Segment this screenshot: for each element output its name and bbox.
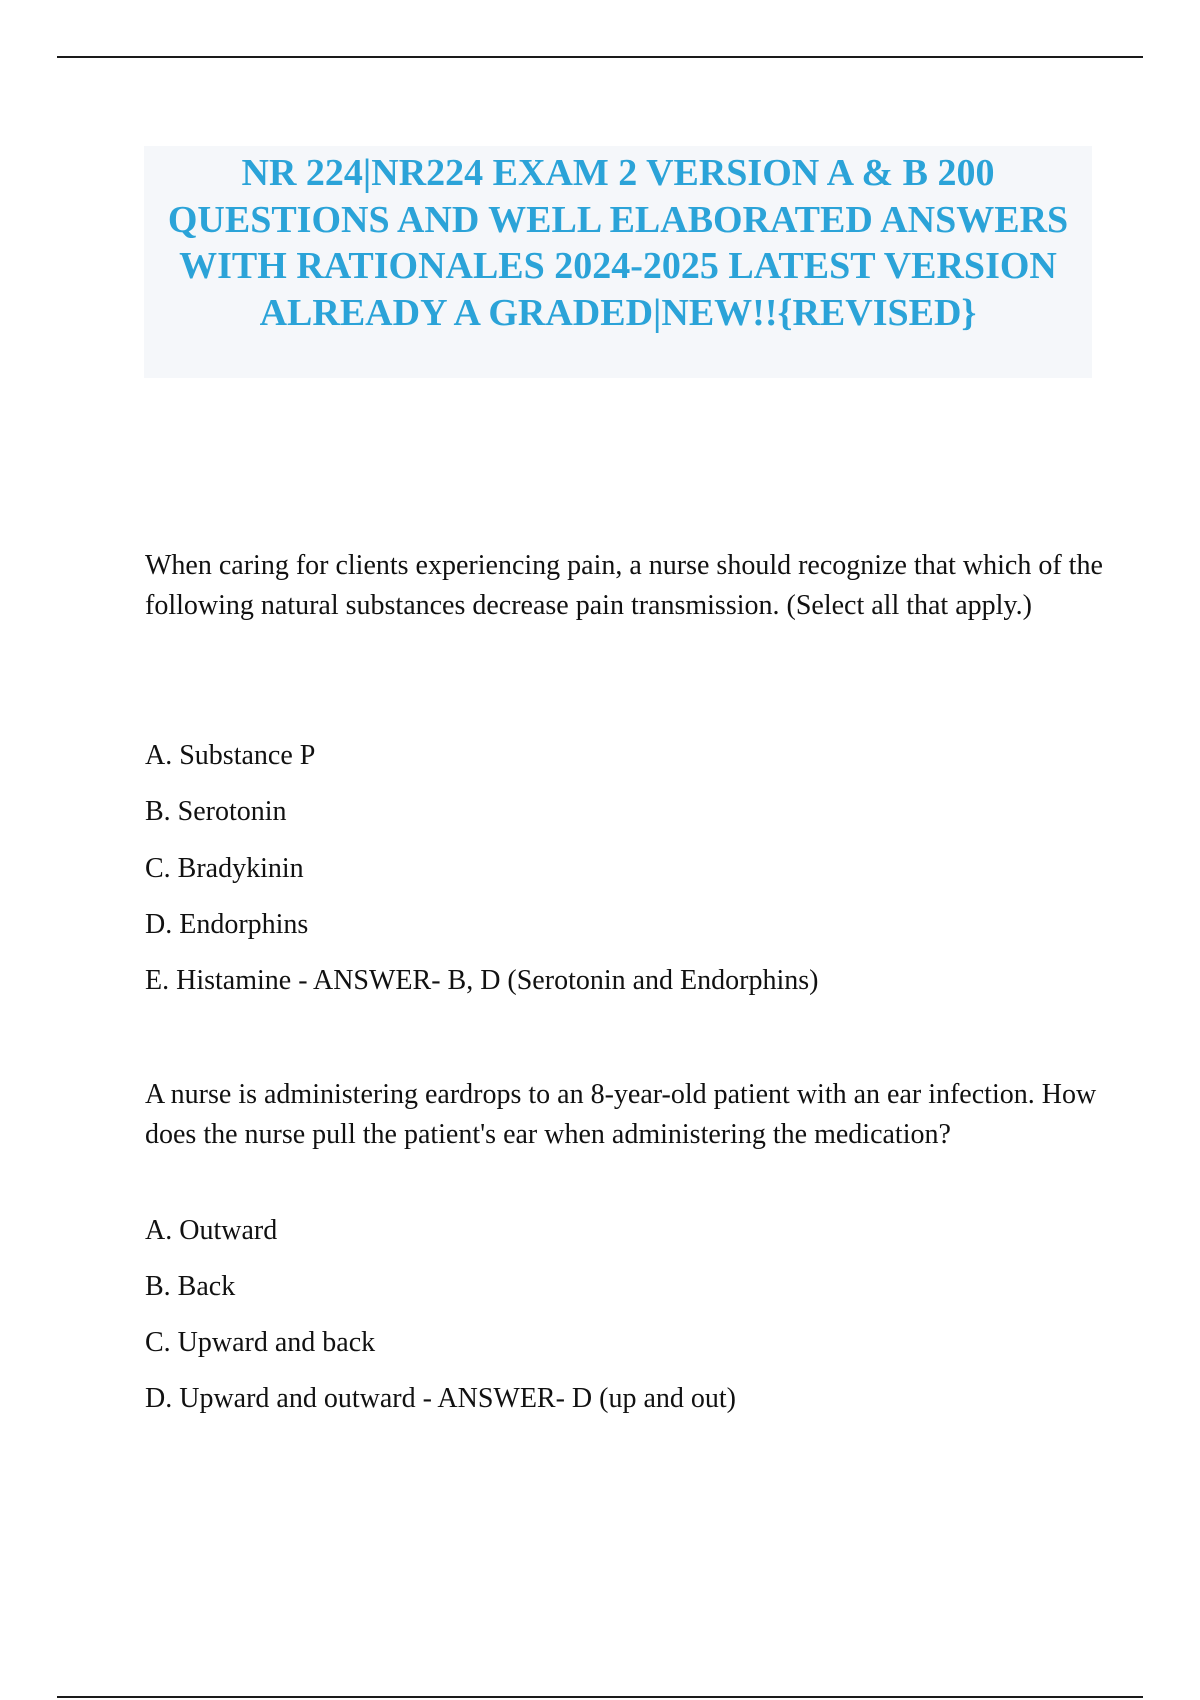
- header-rule: [57, 56, 1143, 58]
- document-title: NR 224|NR224 EXAM 2 VERSION A & B 200 QUESTIONS AND WELL ELABORATED ANSWERS WITH RATIONALES 2024-2025 LATEST VERSION ALREADY A GRADED|NEW!!{REVISED}: [167, 152, 1069, 334]
- question-1-option-e-answer: E. Histamine - ANSWER- B, D (Serotonin and Endorphins): [145, 965, 819, 996]
- question-1-option-d: D. Endorphins: [145, 909, 309, 940]
- question-2-option-c: C. Upward and back: [145, 1327, 376, 1358]
- question-2-option-b: B. Back: [145, 1271, 236, 1302]
- question-1-text: When caring for clients experiencing pain, a nurse should recognize that which of the following natural substances decrease pain transmission. (Select all that apply.): [145, 550, 1103, 621]
- question-2-text: A nurse is administering eardrops to an 8-year-old patient with an ear infection. How does the nurse pull the patient's ear when administering the medication?: [145, 1079, 1097, 1150]
- question-2-option-a: A. Outward: [145, 1215, 278, 1246]
- question-2-option-d-answer: D. Upward and outward - ANSWER- D (up and out): [145, 1383, 736, 1414]
- footer-rule: [57, 1696, 1143, 1698]
- question-1-option-b: B. Serotonin: [145, 796, 287, 827]
- title-banner: [144, 146, 1092, 378]
- question-1-option-a: A. Substance P: [145, 740, 316, 771]
- question-1-option-c: C. Bradykinin: [145, 853, 304, 884]
